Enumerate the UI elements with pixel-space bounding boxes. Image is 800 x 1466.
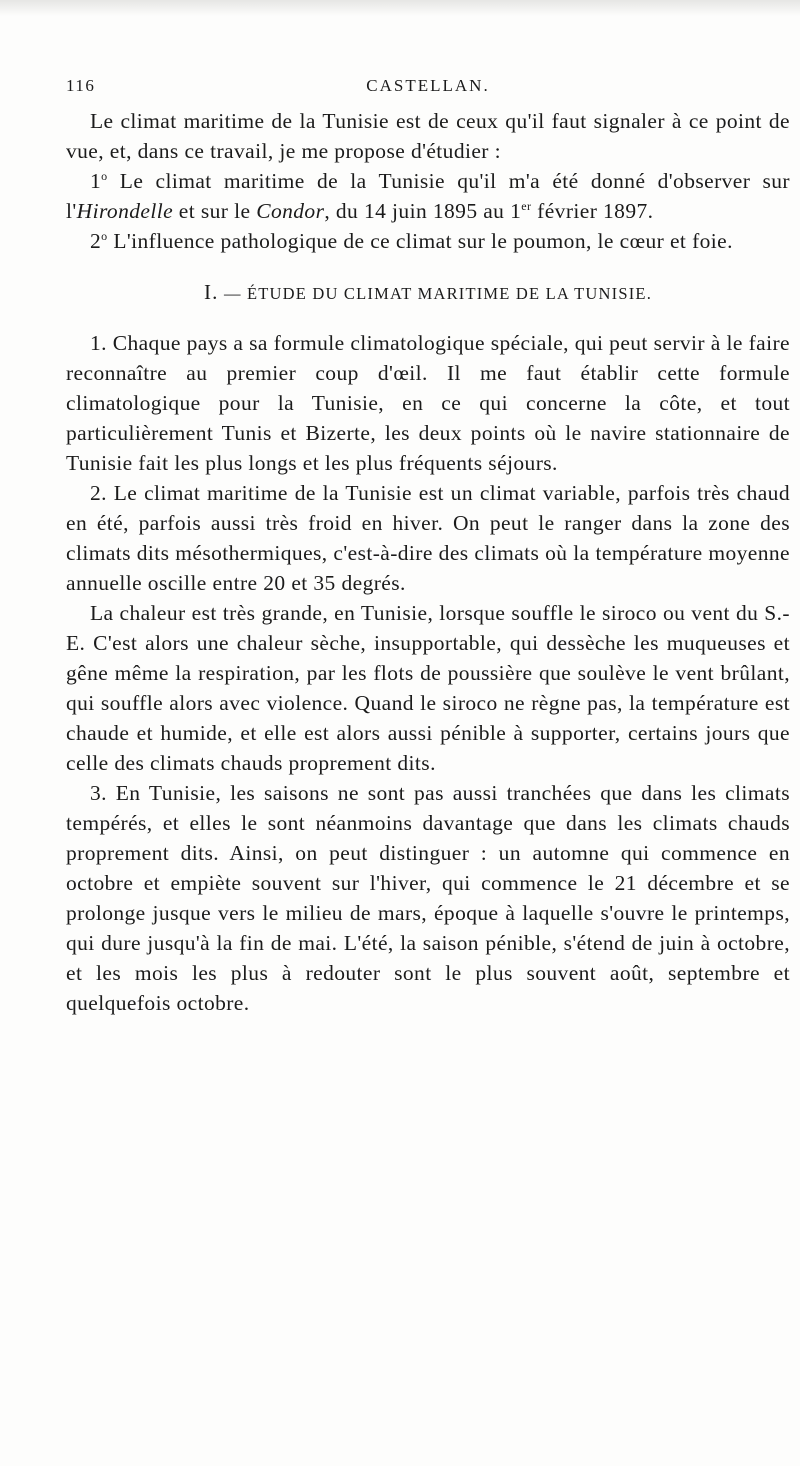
section-roman-numeral: I. <box>203 280 219 304</box>
paragraph-2: 2. Le climat maritime de la Tunisie est un climat variable, parfois très chaud en été, parfois aussi très froid en hiver. On peut le ranger dans la zone des climats dits mésothermiques, c'est-à-dire des climats où la température moyenne annuelle oscille entre 20 et 35 degrés. <box>66 481 790 595</box>
ship-name-condor: Condor <box>256 199 325 223</box>
ship-name-hirondelle: Hirondelle <box>76 199 174 223</box>
intro-item-2 <box>66 226 790 256</box>
item-2-text: L'influence pathologique de ce climat sur le poumon, le cœur et foie. <box>107 229 733 253</box>
item-1-ordinal-er: er <box>521 198 532 213</box>
intro-paragraph: Le climat maritime de la Tunisie est de ceux qu'il faut signaler à ce point de vue, et, dans ce travail, je me propose d'étudier : <box>66 109 790 163</box>
running-title: CASTELLAN. <box>366 76 490 95</box>
intro-item-1 <box>66 166 790 226</box>
page-number: 116 <box>66 76 96 95</box>
scan-edge-shadow <box>0 0 800 16</box>
item-2-ordinal: o <box>101 228 108 243</box>
item-1-text-a: Le climat maritime de la Tunisie qu'il m'a été donné d'observer sur l' <box>66 169 790 223</box>
paragraph-4: 3. En Tunisie, les saisons ne sont pas aussi tranchées que dans les climats tempérés, et elles le sont néanmoins davantage que dans les climats chauds proprement dits. Ainsi, on peut distinguer : un automne qui commence en octobre et empiète souvent sur l'hiver, qui commence le 21 décembre et se prolonge jusque vers le milieu de mars, époque à laquelle s'ouvre le printemps, qui dure jusqu'à la fin de mai. L'été, la saison pénible, s'étend de juin à octobre, et les mois les plus à redouter sont le plus souvent août, septembre et quelquefois octobre. <box>66 781 790 1015</box>
item-1-text-d: février 1897. <box>531 199 654 223</box>
item-2-number: 2 <box>90 229 102 253</box>
section-dash: — <box>218 284 247 303</box>
page-body <box>66 106 790 1018</box>
paragraph-3: La chaleur est très grande, en Tunisie, lorsque souffle le siroco ou vent du S.-E. C'est alors une chaleur sèche, insupportable, qui dessèche les muqueuses et gêne même la respiration, par les flots de poussière que soulève le vent brûlant, qui souffle alors avec violence. Quand le siroco ne règne pas, la température est chaude et humide, et elle est alors aussi pénible à supporter, certains jours que celle des climats chauds proprement dits. <box>66 601 790 775</box>
section-heading <box>66 280 790 306</box>
item-1-ordinal: o <box>101 168 108 183</box>
paragraph-1: 1. Chaque pays a sa formule climatologique spéciale, qui peut servir à le faire reconnaître au premier coup d'œil. Il me faut établir cette formule climatologique pour la Tunisie, en ce qui concerne la côte, et tout particulièrement Tunis et Bizerte, les deux points où le navire stationnaire de Tunisie fait les plus longs et les plus fréquents séjours. <box>66 331 790 475</box>
section-title: ÉTUDE DU CLIMAT MARITIME DE LA TUNISIE. <box>246 284 653 303</box>
page-header <box>66 76 790 102</box>
item-1-number: 1 <box>90 169 102 193</box>
item-1-text-c: , du 14 juin 1895 au 1 <box>324 199 522 223</box>
item-1-text-b: et sur le <box>173 199 257 223</box>
